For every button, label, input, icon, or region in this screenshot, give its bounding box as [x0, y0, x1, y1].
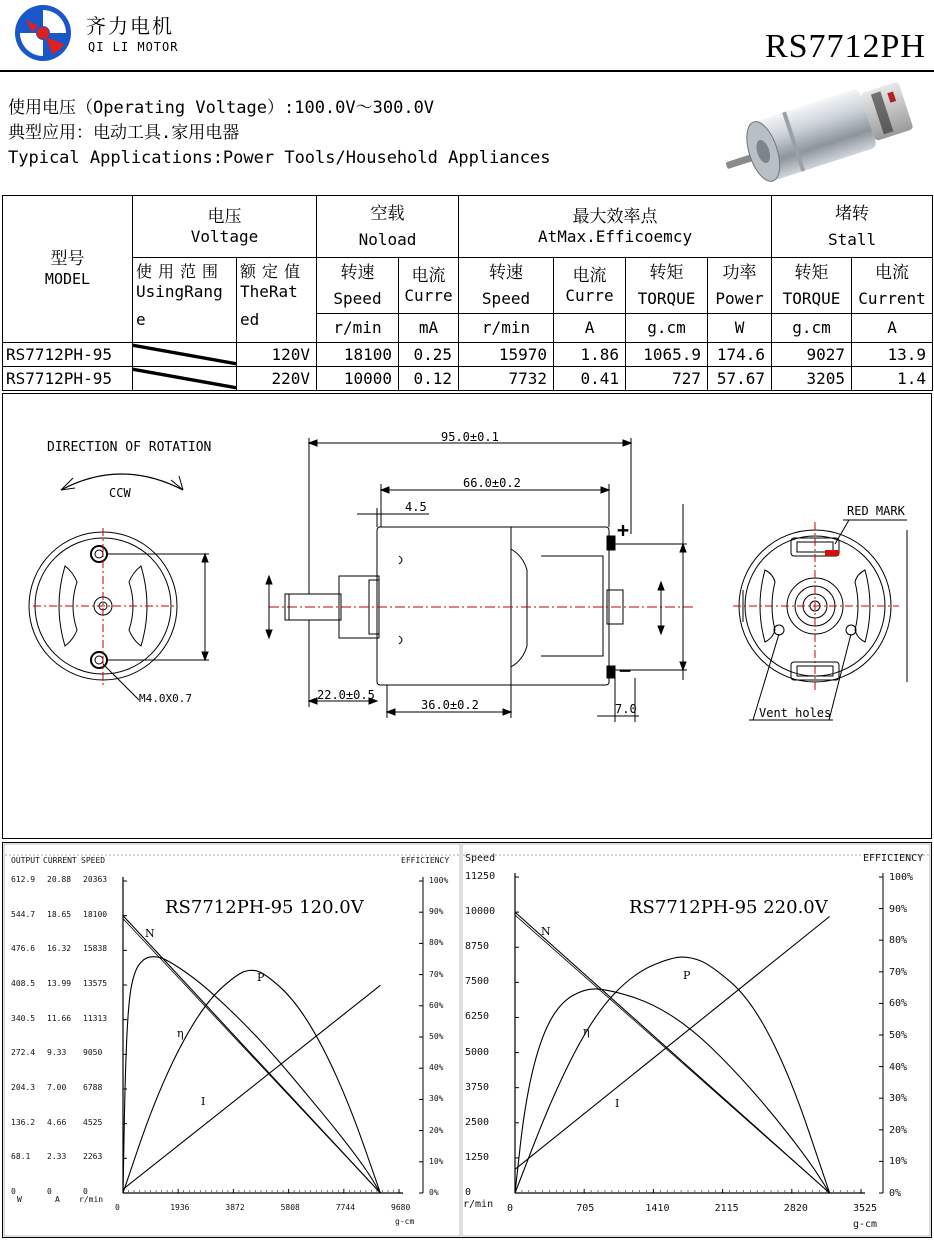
efficiency-tick-label: 90%: [889, 903, 908, 915]
speed-tick-label: 13575: [83, 979, 108, 988]
unit-nl-speed: r/min: [317, 314, 399, 343]
curve-label-p: P: [257, 971, 265, 984]
operating-voltage: 使用电压（Operating Voltage）:100.0V～300.0V: [8, 98, 435, 118]
current-tick-label: 20.88: [47, 875, 72, 884]
st-current-en: Current: [858, 288, 926, 308]
speed-tick-label: 20363: [83, 875, 108, 884]
efficiency-tick-label: 10%: [889, 1156, 908, 1168]
efficiency-tick-label: 100%: [429, 876, 449, 885]
output-tick-label: 204.3: [11, 1083, 36, 1092]
curve-label-eta: η: [177, 1027, 184, 1040]
row-nl-current: 0.12: [399, 367, 459, 391]
speed-tick-label: 15838: [83, 944, 108, 954]
curve-label-n: N: [541, 925, 551, 938]
spec-info: [8, 96, 550, 171]
st-current-header: [852, 258, 933, 314]
unit-nl-current: mA: [399, 314, 459, 343]
x-axis-label: g-cm: [853, 1219, 878, 1230]
unit-st-current: A: [852, 314, 933, 343]
speed-tick-label: 11250: [465, 871, 496, 882]
vent-holes-label: Vent holes: [759, 706, 832, 720]
row-nl-speed: 18100: [317, 343, 399, 367]
range-header-en1: UsingRang: [136, 282, 223, 301]
unit-speed: r/min: [463, 1199, 494, 1210]
efficiency-tick-label: 20%: [889, 1124, 908, 1136]
dim-7: 7.0: [615, 702, 637, 716]
x-tick-label: 0: [115, 1203, 120, 1212]
unit-me-current: A: [554, 314, 626, 343]
x-tick-label: 0: [507, 1203, 514, 1214]
curve-label-eta: η: [583, 1025, 590, 1038]
rated-header-en1: TheRat: [240, 282, 298, 301]
nl-current-cn: 电流: [411, 265, 446, 286]
axis-header-output: OUTPUT: [11, 856, 40, 865]
speed-tick-label: 3750: [465, 1081, 490, 1093]
st-torque-en: TORQUE: [782, 288, 841, 308]
row-me-speed: 7732: [459, 367, 554, 391]
speed-tick-label: 2500: [465, 1116, 490, 1128]
efficiency-tick-label: 80%: [889, 935, 908, 947]
row-nl-current: 0.25: [399, 343, 459, 367]
me-torque-header: [626, 258, 708, 314]
current-tick-label: 0: [47, 1187, 52, 1196]
current-tick-label: 18.65: [47, 909, 72, 919]
performance-charts: [2, 842, 932, 1238]
st-torque-cn: 转矩: [794, 262, 829, 283]
company-logo-icon: [14, 4, 72, 62]
series-line-efficiency: [515, 989, 830, 1193]
row-range-empty: [133, 343, 237, 367]
efficiency-tick-label: 70%: [889, 966, 908, 978]
chart-220v: [461, 843, 931, 1237]
screw-label: M4.0X0.7: [139, 692, 192, 705]
speed-tick-label: 6788: [83, 1083, 103, 1092]
dim-45: 4.5: [405, 500, 427, 514]
curve-label-i: I: [201, 1095, 206, 1108]
x-tick-label: 9680: [391, 1203, 411, 1212]
unit-speed: r/min: [79, 1195, 104, 1204]
output-tick-label: 0: [11, 1187, 16, 1196]
speed-tick-label: 9050: [83, 1048, 103, 1058]
me-current-cn: 电流: [572, 265, 607, 286]
series-line-output: [515, 957, 830, 1193]
current-tick-label: 16.32: [47, 944, 72, 954]
model-header-cn: 型号: [50, 249, 85, 269]
series-line-output: [123, 970, 380, 1193]
stall-header-en: Stall: [827, 229, 877, 249]
efficiency-tick-label: 10%: [429, 1156, 444, 1166]
voltage-header: [133, 196, 317, 258]
st-torque-header: [772, 258, 852, 314]
row-nl-speed: 10000: [317, 367, 399, 391]
dim-36: 36.0±0.2: [421, 698, 479, 712]
range-header-cn: 使用范围: [136, 262, 225, 281]
speed-tick-label: 6250: [465, 1011, 490, 1023]
row-me-current: 0.41: [554, 367, 626, 391]
row-me-power: 174.6: [708, 343, 772, 367]
efficiency-tick-label: 60%: [429, 1000, 444, 1010]
model-header: [3, 196, 133, 343]
row-me-current: 1.86: [554, 343, 626, 367]
axis-header-speed: Speed: [465, 853, 496, 864]
nl-current-header: [399, 258, 459, 314]
efficiency-tick-label: 0%: [429, 1188, 439, 1197]
st-current-cn: 电流: [875, 262, 910, 283]
output-tick-label: 340.5: [11, 1013, 36, 1023]
me-power-cn: 功率: [722, 262, 757, 283]
speed-tick-label: 2263: [83, 1152, 103, 1162]
row-me-speed: 15970: [459, 343, 554, 367]
nl-speed-header: [317, 258, 399, 314]
efficiency-tick-label: 0%: [889, 1188, 902, 1199]
unit-me-torque: g.cm: [626, 314, 708, 343]
unit-me-power: W: [708, 314, 772, 343]
efficiency-tick-label: 40%: [889, 1061, 908, 1073]
me-current-en: Curre: [565, 285, 614, 305]
nl-speed-cn: 转速: [340, 262, 375, 283]
speed-tick-label: 5000: [465, 1046, 490, 1058]
dim-total: 95.0±0.1: [441, 430, 499, 444]
maxeff-header-en: AtMax.Efficoemcy: [537, 226, 693, 246]
rotation-direction-label: DIRECTION OF ROTATION: [47, 440, 212, 455]
axis-header-current: CURRENT: [43, 856, 77, 865]
current-tick-label: 11.66: [47, 1013, 72, 1023]
noload-header-cn: 空载: [370, 203, 405, 224]
efficiency-tick-label: 70%: [429, 969, 444, 979]
me-speed-cn: 转速: [489, 262, 524, 283]
speed-tick-label: 0: [83, 1187, 88, 1196]
x-tick-label: 5808: [280, 1203, 300, 1212]
stall-header: [772, 196, 933, 258]
output-tick-label: 612.9: [11, 875, 36, 884]
unit-output: W: [17, 1195, 22, 1204]
speed-tick-label: 8750: [465, 941, 490, 953]
application-cn: 典型应用：电动工具.家用电器: [8, 123, 240, 143]
output-tick-label: 408.5: [11, 979, 36, 988]
noload-header: [317, 196, 459, 258]
table-row: [3, 367, 933, 391]
series-line-efficiency: [123, 957, 380, 1193]
efficiency-tick-label: 50%: [429, 1032, 444, 1041]
table-row: [3, 343, 933, 367]
speed-tick-label: 7500: [465, 976, 490, 988]
speed-tick-label: 18100: [83, 909, 108, 919]
curve-label-i: I: [615, 1097, 620, 1110]
company-name-cn: 齐力电机: [86, 14, 174, 38]
unit-me-speed: r/min: [459, 314, 554, 343]
range-header: [133, 258, 237, 343]
plus-terminal-label: +: [617, 518, 630, 542]
efficiency-tick-label: 60%: [889, 998, 908, 1010]
axis-header-efficiency: EFFICIENCY: [401, 856, 450, 865]
axis-header-speed: SPEED: [81, 856, 106, 865]
chart-title: RS7712PH-95 220.0V: [629, 897, 828, 918]
x-tick-label: 3872: [225, 1203, 245, 1212]
row-rated: 120V: [237, 343, 317, 367]
current-tick-label: 2.33: [47, 1152, 67, 1162]
output-tick-label: 136.2: [11, 1117, 36, 1127]
ccw-label: CCW: [109, 486, 131, 500]
maxeff-header: [459, 196, 772, 258]
chart-120v: [3, 843, 461, 1237]
minus-terminal-label: −: [619, 658, 632, 682]
row-st-torque: 9027: [772, 343, 852, 367]
motor-photo: [720, 72, 925, 187]
speed-tick-label: 11313: [83, 1013, 108, 1023]
unit-current: A: [55, 1195, 60, 1204]
x-tick-label: 705: [576, 1203, 595, 1214]
speed-tick-label: 1250: [465, 1151, 490, 1163]
row-rated: 220V: [237, 367, 317, 391]
unit-st-torque: g.cm: [772, 314, 852, 343]
efficiency-tick-label: 90%: [429, 907, 444, 917]
me-current-header: [554, 258, 626, 314]
voltage-header-cn: 电压: [207, 206, 242, 227]
efficiency-tick-label: 20%: [429, 1125, 444, 1135]
dim-body: 66.0±0.2: [463, 476, 521, 490]
me-power-header: [708, 258, 772, 314]
drawing-lines: [3, 394, 931, 838]
row-model: RS7712PH-95: [3, 367, 133, 391]
stall-header-cn: 堵转: [835, 203, 870, 224]
x-tick-label: 2820: [783, 1203, 808, 1214]
me-speed-en: Speed: [481, 288, 531, 308]
efficiency-tick-label: 30%: [889, 1093, 908, 1105]
output-tick-label: 272.4: [11, 1048, 36, 1058]
me-speed-header: [459, 258, 554, 314]
red-mark-label: RED MARK: [847, 504, 905, 518]
speed-tick-label: 10000: [465, 906, 496, 918]
me-torque-en: TORQUE: [637, 288, 696, 308]
efficiency-tick-label: 30%: [429, 1094, 444, 1104]
row-st-current: 1.4: [852, 367, 933, 391]
dim-shaft: 22.0±0.5: [317, 688, 375, 702]
output-tick-label: 544.7: [11, 909, 36, 919]
voltage-header-en: Voltage: [190, 226, 259, 246]
efficiency-tick-label: 100%: [889, 872, 914, 883]
spec-table: [2, 195, 933, 391]
rated-header-en2: ed: [240, 310, 260, 329]
row-st-current: 13.9: [852, 343, 933, 367]
model-header-en: MODEL: [44, 270, 91, 288]
output-tick-label: 68.1: [11, 1152, 31, 1162]
rated-header-cn: 额定值: [240, 262, 307, 281]
current-tick-label: 13.99: [47, 979, 72, 988]
current-tick-label: 9.33: [47, 1048, 67, 1058]
series-line-speed-alt: [515, 915, 830, 1193]
row-me-torque: 727: [626, 367, 708, 391]
series-line-speed-alt: [123, 919, 380, 1193]
nl-speed-en: Speed: [333, 288, 382, 308]
row-me-power: 57.67: [708, 367, 772, 391]
model-title: RS7712PH: [764, 28, 926, 65]
speed-tick-label: 0: [465, 1187, 472, 1198]
company-name-en: QI LI MOTOR: [88, 40, 179, 54]
efficiency-tick-label: 50%: [889, 1030, 908, 1041]
output-tick-label: 476.6: [11, 944, 36, 954]
application-en: Typical Applications:Power Tools/Household Appliances: [8, 148, 551, 168]
rated-header: [237, 258, 317, 343]
me-power-en: Power: [715, 288, 764, 308]
x-tick-label: 1936: [170, 1203, 190, 1212]
maxeff-header-cn: 最大效率点: [572, 206, 658, 227]
chart-title: RS7712PH-95 120.0V: [165, 897, 364, 918]
nl-current-en: Curre: [404, 285, 453, 305]
row-model: RS7712PH-95: [3, 343, 133, 367]
x-tick-label: 1410: [645, 1203, 670, 1214]
row-me-torque: 1065.9: [626, 343, 708, 367]
efficiency-tick-label: 40%: [429, 1063, 444, 1073]
range-header-en2: e: [136, 310, 146, 329]
axis-header-efficiency: EFFICIENCY: [863, 853, 924, 864]
page-header: [0, 0, 934, 72]
x-tick-label: 7744: [335, 1203, 356, 1212]
dimension-drawing: [2, 393, 932, 839]
noload-header-en: Noload: [358, 229, 417, 249]
efficiency-tick-label: 80%: [429, 938, 444, 948]
curve-label-n: N: [145, 927, 155, 940]
speed-tick-label: 4525: [83, 1117, 103, 1127]
curve-label-p: P: [683, 969, 691, 982]
x-tick-label: 3525: [853, 1203, 878, 1214]
current-tick-label: 7.00: [47, 1083, 67, 1092]
row-st-torque: 3205: [772, 367, 852, 391]
x-tick-label: 2115: [714, 1203, 739, 1214]
x-axis-label: g-cm: [395, 1217, 415, 1226]
current-tick-label: 4.66: [47, 1117, 67, 1127]
me-torque-cn: 转矩: [649, 262, 684, 283]
row-range-empty: [133, 367, 237, 391]
